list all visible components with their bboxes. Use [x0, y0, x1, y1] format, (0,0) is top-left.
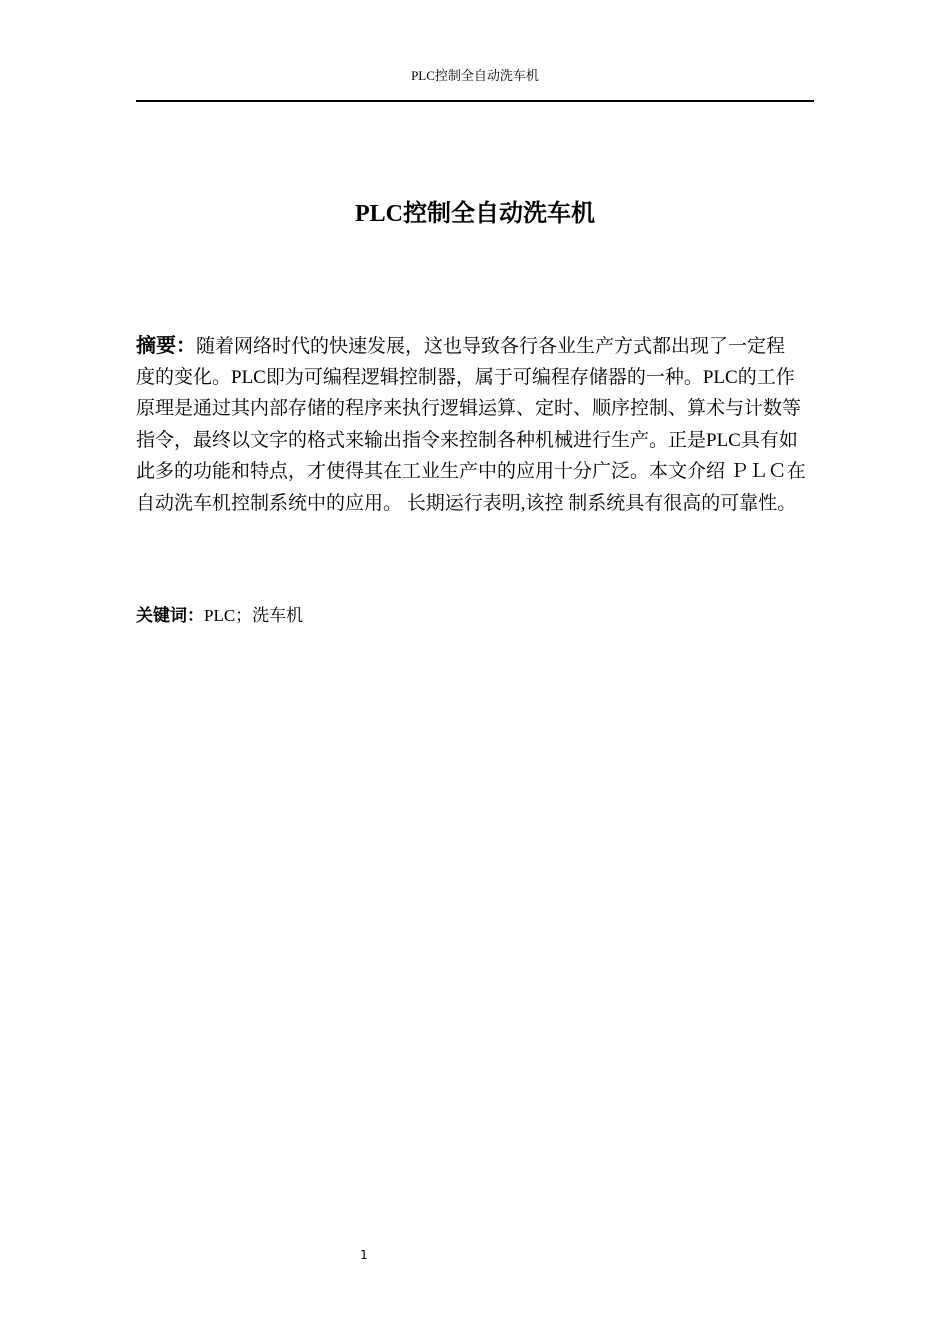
page-number: 1 — [360, 1248, 368, 1262]
header-divider — [136, 100, 814, 102]
running-header: PLC控制全自动洗车机 — [411, 68, 539, 83]
abstract-line: 自动洗车机控制系统中的应用。 长期运行表明,该控 制系统具有很高的可靠性。 — [136, 492, 797, 514]
abstract-section — [136, 330, 826, 519]
keywords-label: 关键词： — [136, 606, 204, 626]
abstract-line: 此多的功能和特点，才使得其在工业生产中的应用十分广泛。本文介绍 ＰＬＣ在 — [136, 461, 806, 482]
keywords-value: PLC；洗车机 — [204, 606, 304, 625]
abstract-label: 摘要： — [136, 333, 196, 357]
keywords-line — [136, 603, 303, 629]
abstract-line: 指令，最终以文字的格式来输出指令来控制各种机械进行生产。正是PLC具有如 — [136, 429, 798, 451]
abstract-line — [136, 330, 826, 362]
abstract-text: 随着网络时代的快速发展，这也导致各行各业生产方式都出现了一定程 — [196, 336, 786, 357]
abstract-line: 度的变化。PLC即为可编程逻辑控制器，属于可编程存储器的一种。PLC的工作 — [136, 366, 795, 388]
document-title: PLC控制全自动洗车机 — [355, 201, 595, 227]
abstract-line: 原理是通过其内部存储的程序来执行逻辑运算、定时、顺序控制、算术与计数等 — [136, 398, 802, 419]
